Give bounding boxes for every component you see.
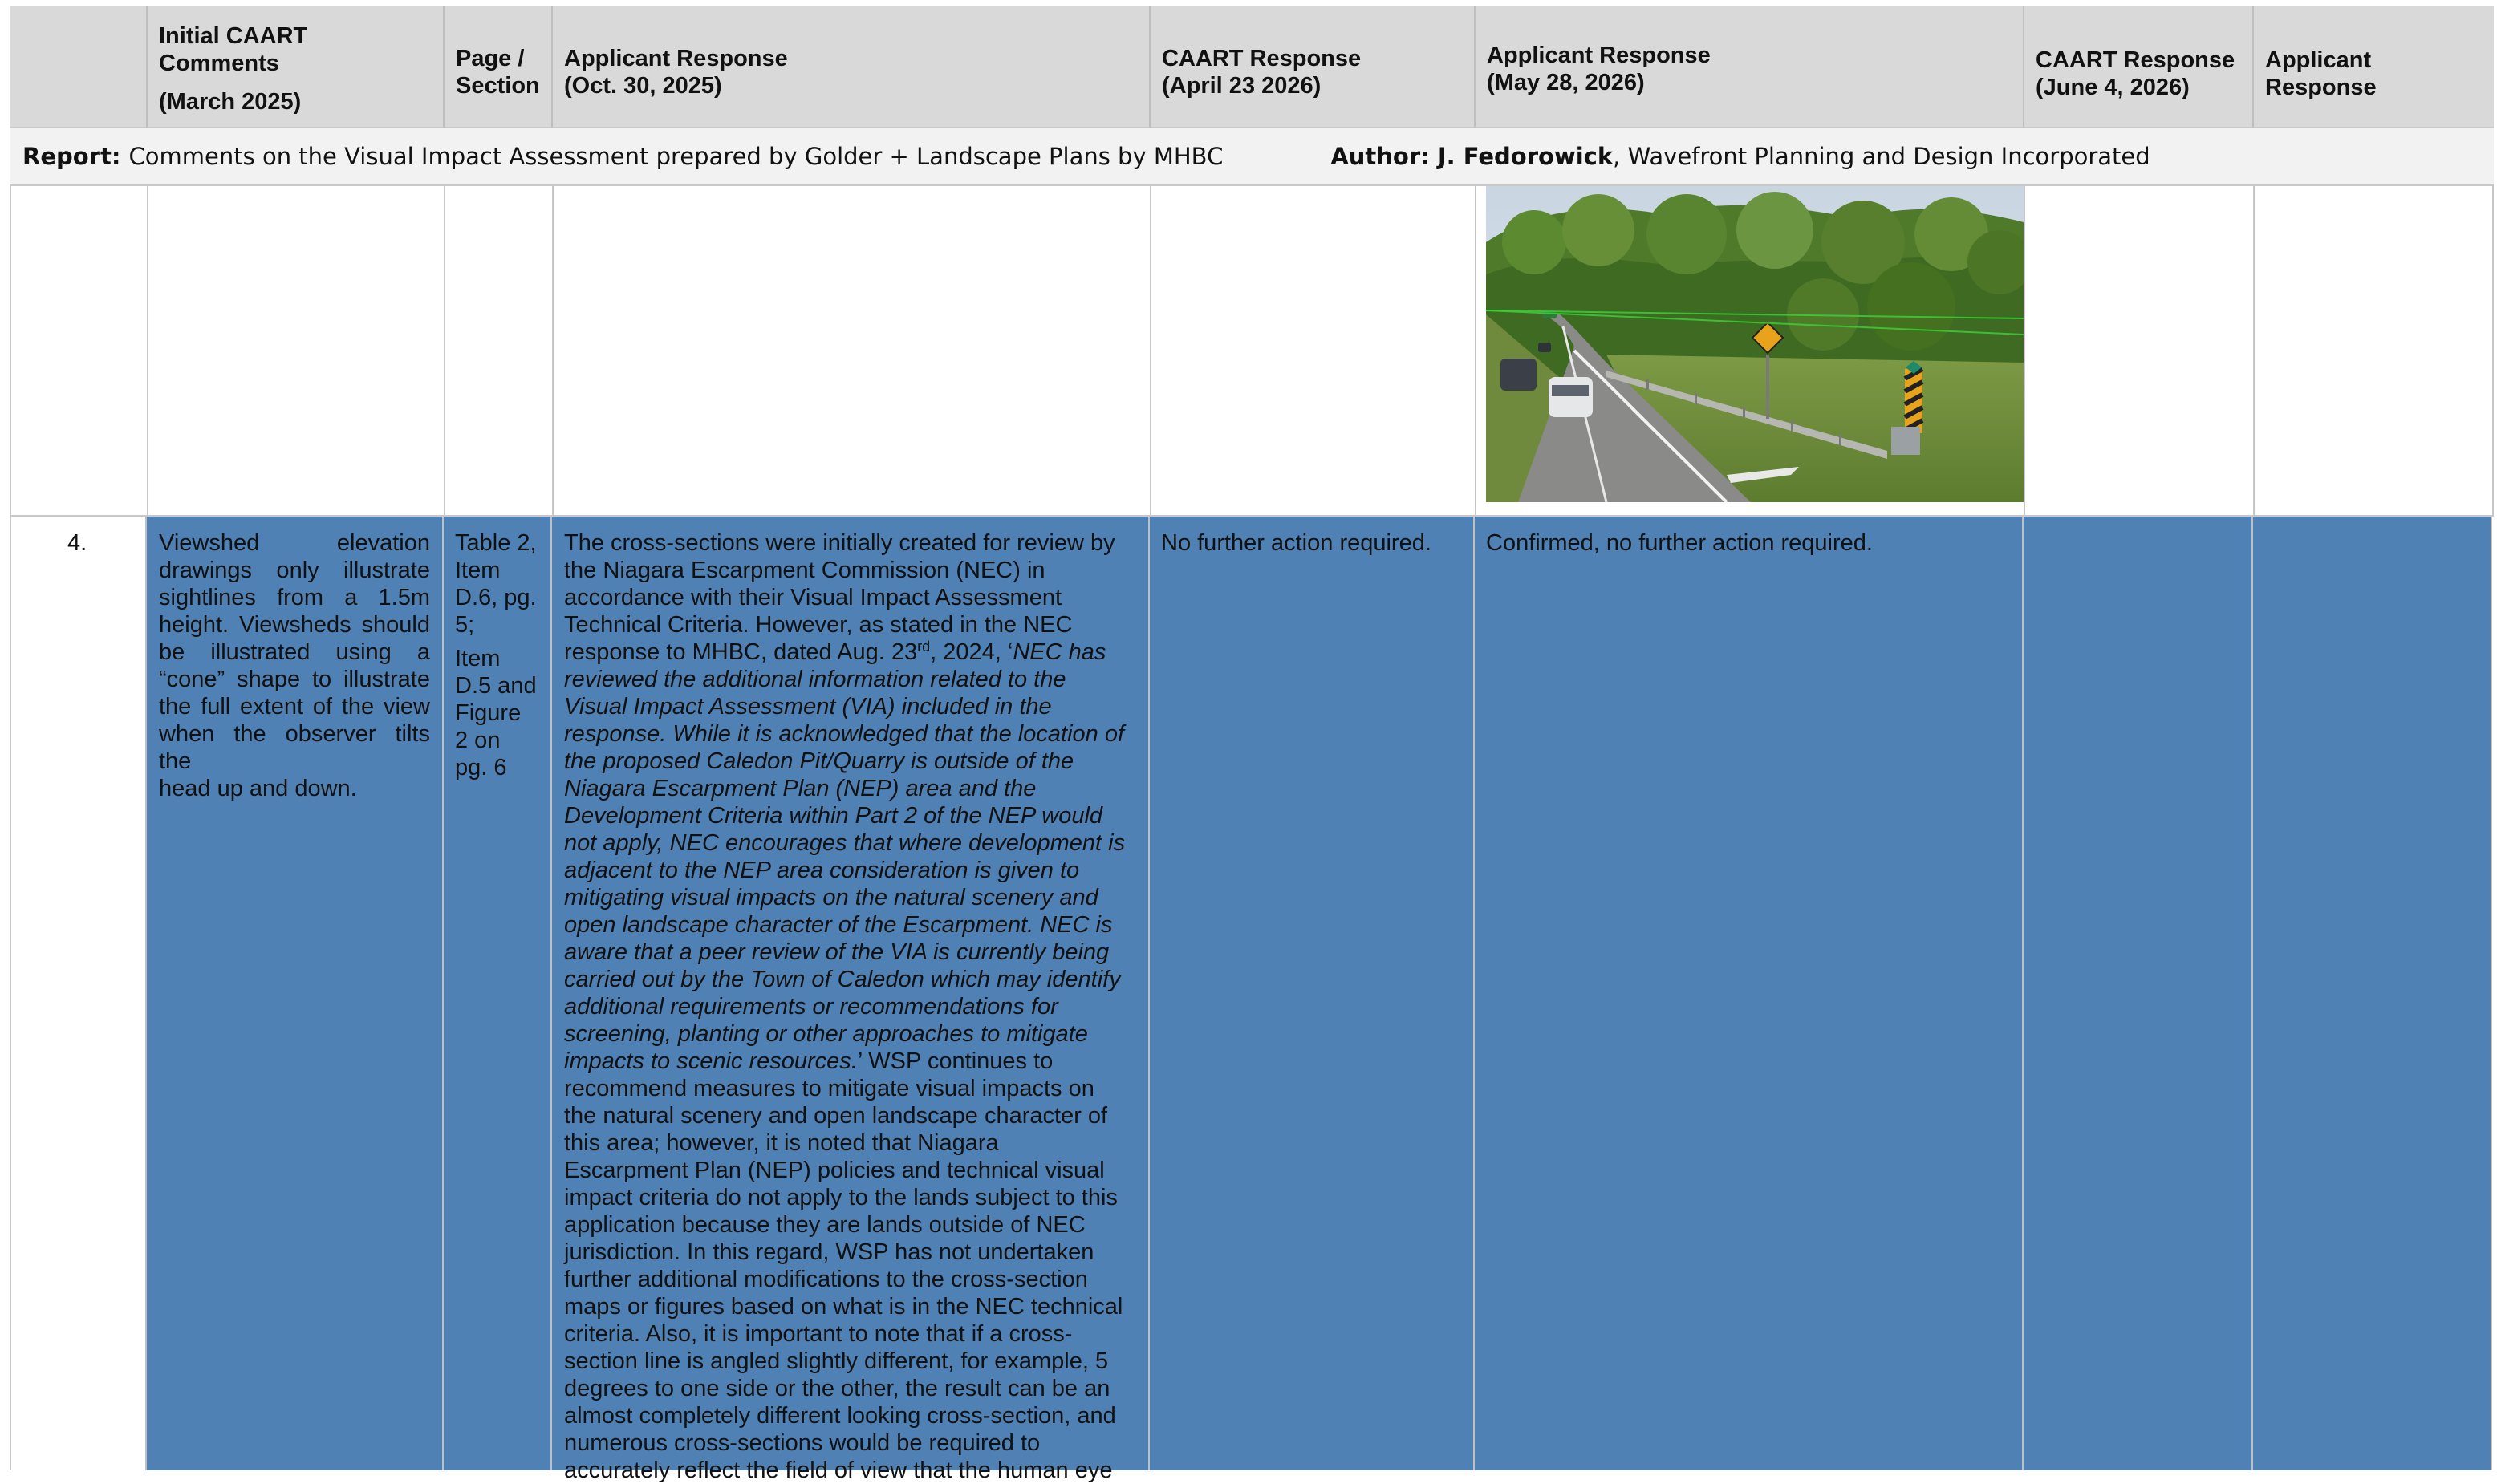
text-line: Development Criteria within Part 2 of the NEP would: [564, 803, 1103, 829]
row4-comment-cell: [147, 517, 444, 1470]
text-line: criteria. Also, it is important to note that if a cross-: [564, 1321, 1073, 1347]
header-caart-april: [1151, 6, 1476, 127]
header-applicant-may: [1476, 6, 2024, 127]
text-line: The cross-sections were initially created for review by: [564, 530, 1115, 556]
author-label: Author: J. Fedorowick: [1330, 143, 1614, 170]
row4-applicant-may-cell: [1475, 517, 2024, 1470]
row4-page-cell: [444, 517, 552, 1470]
header-text: (March 2025): [159, 89, 302, 115]
caart-april-text: No further action required.: [1161, 530, 1431, 556]
header-text: Applicant Response: [1487, 43, 1711, 68]
text-line: not apply, NEC encourages that where development is: [564, 830, 1126, 856]
text-line: response. While it is acknowledged that the location of: [564, 721, 1125, 747]
author-text: , Wavefront Planning and Design Incorporated: [1613, 143, 2150, 170]
header-caart-june: [2024, 6, 2254, 127]
road-photo: [1486, 186, 2024, 502]
header-initial-comments: [148, 6, 445, 127]
header-text: Applicant Response: [564, 46, 788, 71]
text-line: impact criteria do not apply to the lands subject to this: [564, 1185, 1118, 1210]
text-line: mitigating visual impacts on the natural scenery and: [564, 885, 1098, 910]
row-number: 4.: [67, 530, 87, 556]
text-line: jurisdiction. In this regard, WSP has not undertaken: [564, 1239, 1094, 1265]
header-text: (Oct. 30, 2025): [564, 73, 722, 99]
text-line: numerous cross-sections would be required to: [564, 1430, 1041, 1456]
header-row-number: [10, 6, 148, 127]
header-text: CAART Response: [1162, 46, 1362, 71]
text-line: Viewshed elevation: [159, 530, 430, 556]
text-line: impacts to scenic resources.’ WSP continues to: [564, 1048, 1054, 1074]
row4-caart-april-cell: [1150, 517, 1475, 1470]
text-line: Technical Criteria. However, as stated in the NEC: [564, 612, 1073, 638]
text-line: when the observer tilts the: [159, 721, 430, 774]
row4-applicant-oct-cell: [552, 517, 1150, 1483]
text-line: recommend measures to mitigate visual impacts on: [564, 1076, 1094, 1101]
page-ref-b: [455, 645, 539, 781]
text-line: Item: [455, 646, 501, 671]
header-text: (May 28, 2026): [1487, 70, 1645, 95]
text-line: Table 2,: [455, 530, 537, 556]
header-text: Applicant: [2265, 47, 2372, 73]
report-text: Comments on the Visual Impact Assessment prepared by Golder + Landscape Plans by MHBC: [128, 143, 1224, 170]
text-line: Figure: [455, 700, 522, 726]
header-applicant-last: [2254, 6, 2494, 127]
page-ref-a: [455, 529, 539, 639]
text-line: degrees to one side or the other, the result can be an: [564, 1376, 1110, 1401]
text-line: reviewed the additional information related to the: [564, 667, 1066, 692]
header-text: Section: [456, 73, 540, 99]
text-line: the Niagara Escarpment Commission (NEC) in: [564, 558, 1045, 583]
text-line: drawings only illustrate: [159, 558, 430, 583]
text-line: Escarpment Plan (NEP) policies and technical visual: [564, 1158, 1105, 1183]
text-line: D.5 and: [455, 673, 537, 699]
row4-caart-june-cell: [2024, 517, 2253, 1470]
text-line: maps or figures based on what is in the NEC technical: [564, 1294, 1123, 1320]
text-line: 2 on: [455, 728, 501, 753]
header-text: (June 4, 2026): [2036, 75, 2190, 100]
comment-text: [159, 529, 430, 802]
text-line: response to MHBC, dated Aug. 23rd, 2024, ‘NEC has: [564, 639, 1106, 665]
text-line: this area; however, it is noted that Niagara: [564, 1130, 999, 1156]
applicant-may-text: Confirmed, no further action required.: [1486, 530, 1873, 556]
text-line: head up and down.: [159, 776, 357, 801]
applicant-response-text: [564, 529, 1137, 1484]
report-bar: [10, 127, 2494, 186]
text-line: 5;: [455, 612, 475, 638]
text-line: the natural scenery and open landscape character of: [564, 1103, 1108, 1129]
text-line: carried out by the Town of Caledon which may identify: [564, 967, 1121, 992]
text-line: Niagara Escarpment Plan (NEP) area and the: [564, 776, 1037, 801]
text-line: be illustrated using a: [159, 639, 430, 665]
text-line: the proposed Caledon Pit/Quarry is outside of the: [564, 748, 1074, 774]
text-line: aware that a peer review of the VIA is currently being: [564, 939, 1110, 965]
header-text: Page /: [456, 46, 525, 71]
text-line: the full extent of the view: [159, 694, 430, 720]
text-line: further additional modifications to the cross-section: [564, 1267, 1088, 1292]
row4-number-cell: [10, 517, 147, 1470]
header-text: (April 23 2026): [1162, 73, 1322, 99]
text-line: application because they are lands outside of NEC: [564, 1212, 1086, 1238]
text-line: height. Viewsheds should: [159, 612, 430, 638]
row4-applicant-last-cell: [2253, 517, 2492, 1470]
text-line: screening, planting or other approaches to mitigate: [564, 1021, 1088, 1047]
header-text: Response: [2265, 75, 2377, 100]
text-line: section line is angled slightly different, for example, 5: [564, 1348, 1109, 1374]
header-text: CAART Response: [2036, 47, 2235, 73]
text-line: “cone” shape to illustrate: [159, 667, 430, 692]
text-line: pg. 6: [455, 755, 507, 781]
text-line: accordance with their Visual Impact Assessment: [564, 585, 1062, 610]
text-line: open landscape character of the Escarpment. NEC is: [564, 912, 1113, 938]
header-applicant-oct: [553, 6, 1151, 127]
text-line: adjacent to the NEP area consideration is given to: [564, 858, 1080, 883]
text-line: sightlines from a 1.5m: [159, 585, 430, 610]
text-line: Visual Impact Assessment (VIA) included in the: [564, 694, 1052, 720]
report-label: Report:: [22, 143, 129, 170]
text-line: Item: [455, 558, 501, 583]
text-line: accurately reflect the field of view that the human eye: [564, 1458, 1113, 1483]
text-line: almost completely different looking cross-section, and: [564, 1403, 1116, 1429]
header-text: Comments: [159, 51, 279, 76]
text-line: D.6, pg.: [455, 585, 537, 610]
header-text: Initial CAART: [159, 23, 308, 49]
header-page-section: [445, 6, 553, 127]
text-line: additional requirements or recommendations for: [564, 994, 1058, 1020]
